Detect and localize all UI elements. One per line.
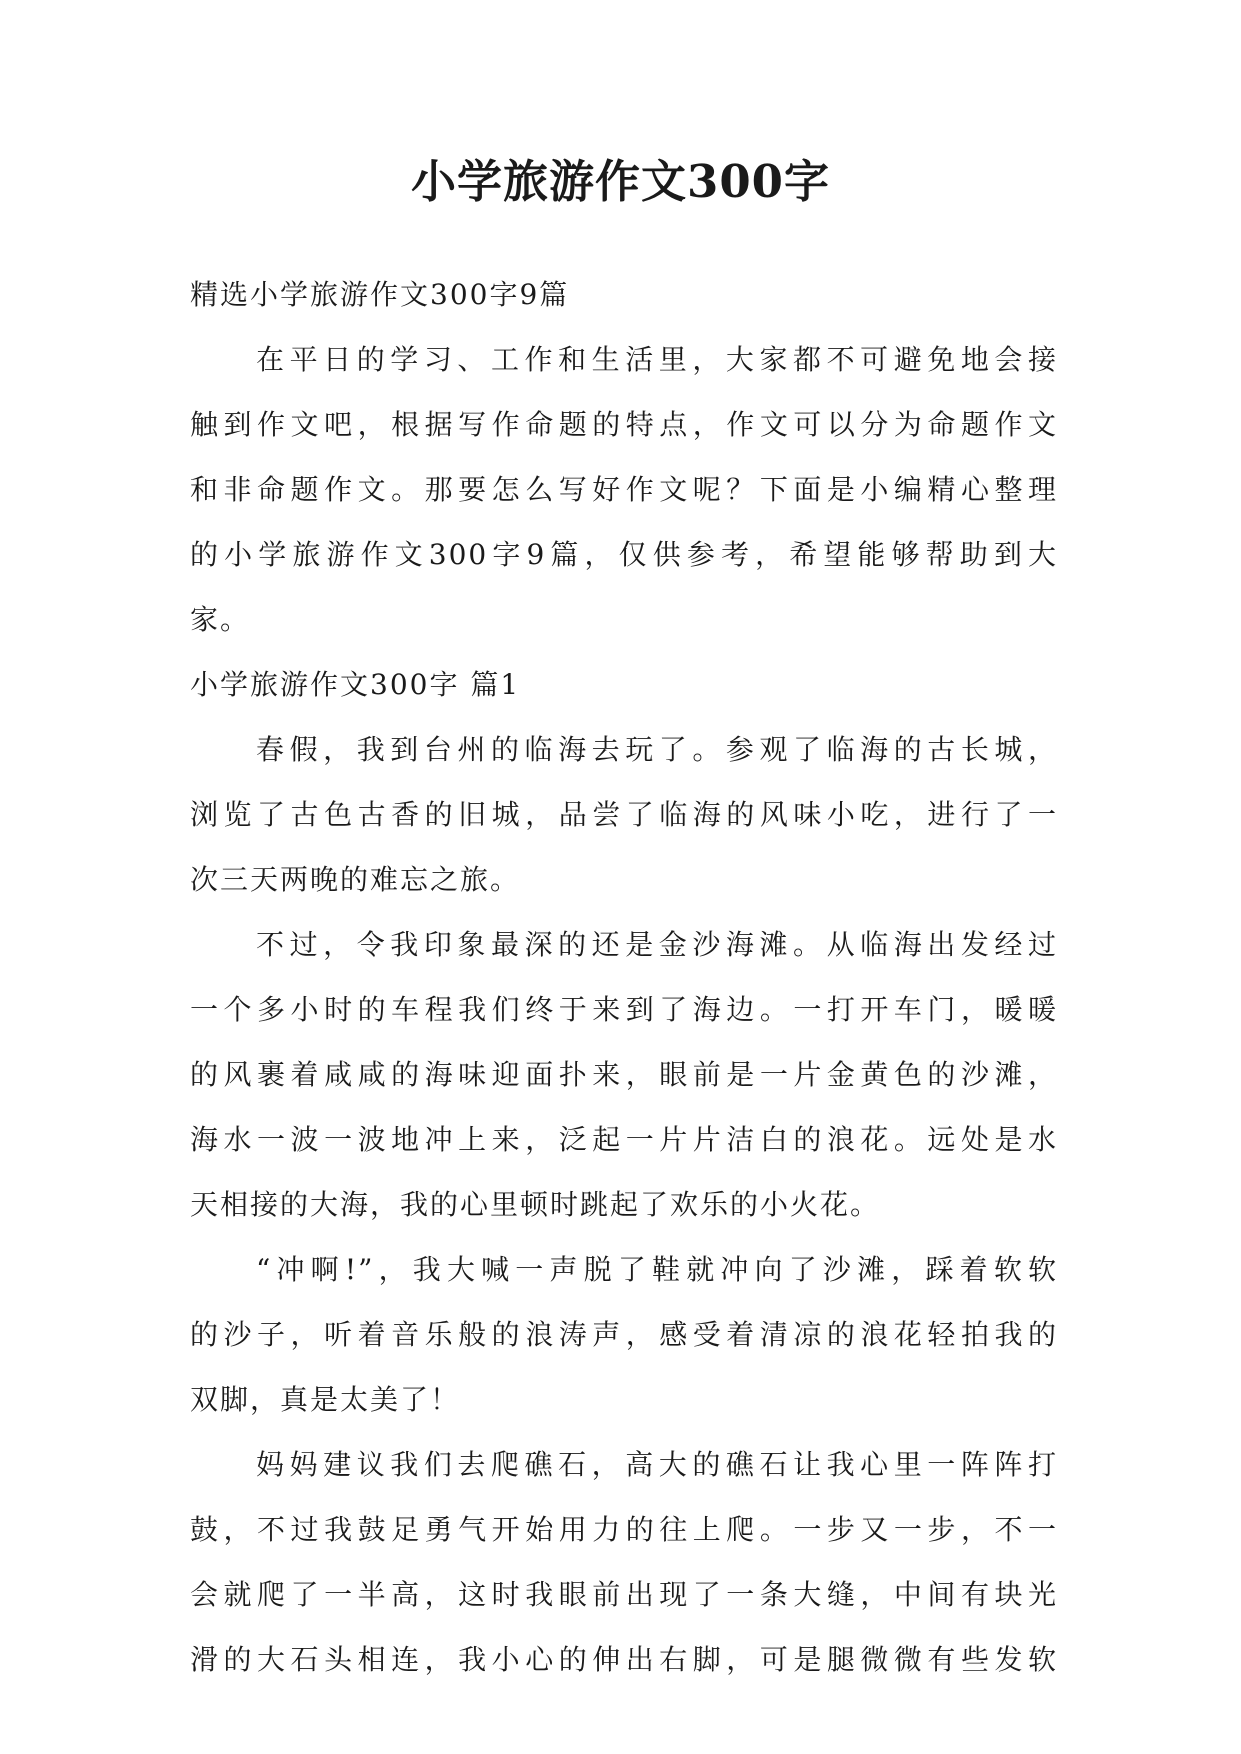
text-line: 小学旅游作文300字 篇1 (190, 668, 521, 701)
document-body (190, 262, 1058, 1692)
text-line: 春假，我到台州的临海去玩了。参观了临海的古长城， (256, 733, 1058, 766)
text-line: 双脚，真是太美了！ (190, 1383, 461, 1416)
text-line: 精选小学旅游作文300字9篇 (190, 278, 570, 311)
text-line: 和非命题作文。那要怎么写好作文呢？下面是小编精心整理 (190, 473, 1058, 506)
text-line: 鼓，不过我鼓足勇气开始用力的往上爬。一步又一步，不一 (190, 1513, 1058, 1546)
text-line: 浏览了古色古香的旧城，品尝了临海的风味小吃，进行了一 (190, 798, 1058, 831)
document-title: 小学旅游作文300字 (411, 155, 830, 208)
text-line: 一个多小时的车程我们终于来到了海边。一打开车门，暖暖 (190, 993, 1058, 1026)
text-line: 家。 (190, 603, 251, 636)
text-line: 海水一波一波地冲上来，泛起一片片洁白的浪花。远处是水 (190, 1123, 1058, 1156)
text-line: 次三天两晚的难忘之旅。 (190, 863, 521, 896)
text-line: 的小学旅游作文300字9篇，仅供参考，希望能够帮助到大 (190, 538, 1058, 571)
text-line: 的风裹着咸咸的海味迎面扑来，眼前是一片金黄色的沙滩， (190, 1058, 1058, 1091)
text-line: 妈妈建议我们去爬礁石，高大的礁石让我心里一阵阵打 (256, 1448, 1058, 1481)
text-line: 触到作文吧，根据写作命题的特点，作文可以分为命题作文 (190, 408, 1058, 441)
text-line: 的沙子，听着音乐般的浪涛声，感受着清凉的浪花轻拍我的 (190, 1318, 1058, 1351)
text-line: 天相接的大海，我的心里顿时跳起了欢乐的小火花。 (190, 1188, 881, 1221)
text-line: 不过，令我印象最深的还是金沙海滩。从临海出发经过 (256, 928, 1058, 961)
text-line: 会就爬了一半高，这时我眼前出现了一条大缝，中间有块光 (190, 1578, 1058, 1611)
text-line: “冲啊!”，我大喊一声脱了鞋就冲向了沙滩，踩着软软 (256, 1253, 1058, 1286)
text-line: 在平日的学习、工作和生活里，大家都不可避免地会接 (256, 343, 1058, 376)
text-line: 滑的大石头相连，我小心的伸出右脚，可是腿微微有些发软 (190, 1643, 1058, 1676)
